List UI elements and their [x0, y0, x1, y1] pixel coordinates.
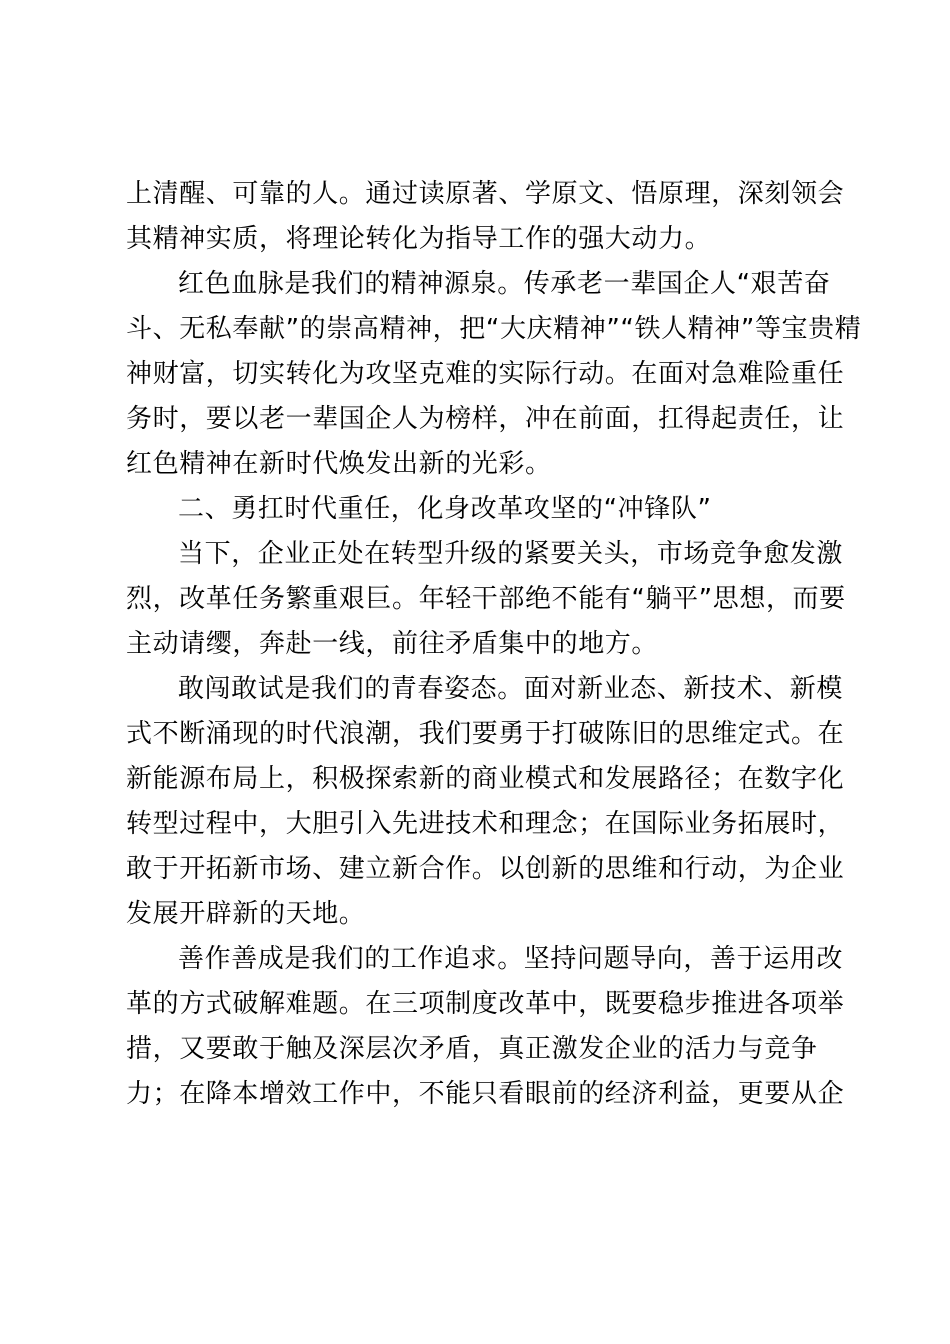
- text-line: 红色精神在新时代焕发出新的光彩。: [126, 449, 552, 479]
- text-line: 斗、无私奉献”的崇高精神，把“大庆精神”“铁人精神”等宝贵精: [126, 314, 862, 344]
- text-line: 上清醒、可靠的人。通过读原著、学原文、悟原理，深刻领会: [126, 179, 845, 209]
- text-line: 烈，改革任务繁重艰巨。年轻干部绝不能有“躺平”思想，而要: [126, 584, 846, 614]
- text-line: 发展开辟新的天地。: [126, 899, 366, 929]
- paragraph-first-line: 敢闯敢试是我们的青春姿态。面对新业态、新技术、新模: [178, 674, 844, 704]
- paragraph-first-line: 红色血脉是我们的精神源泉。传承老一辈国企人“艰苦奋: [178, 269, 831, 299]
- text-line: 式不断涌现的时代浪潮，我们要勇于打破陈旧的思维定式。在: [126, 719, 845, 749]
- paragraph-first-line: 当下，企业正处在转型升级的紧要关头，市场竞争愈发激: [178, 539, 844, 569]
- text-line: 主动请缨，奔赴一线，前往矛盾集中的地方。: [126, 629, 659, 659]
- section-heading: 二、勇扛时代重任，化身改革攻坚的“冲锋队”: [178, 494, 712, 524]
- text-line: 力；在降本增效工作中，不能只看眼前的经济利益，更要从企: [126, 1079, 845, 1109]
- text-line: 敢于开拓新市场、建立新合作。以创新的思维和行动，为企业: [126, 854, 845, 884]
- text-line: 神财富，切实转化为攻坚克难的实际行动。在面对急难险重任: [126, 359, 845, 389]
- text-line: 新能源布局上，积极探索新的商业模式和发展路径；在数字化: [126, 764, 845, 794]
- text-line: 转型过程中，大胆引入先进技术和理念；在国际业务拓展时，: [126, 809, 845, 839]
- paragraph-first-line: 善作善成是我们的工作追求。坚持问题导向，善于运用改: [178, 944, 844, 974]
- text-line: 务时，要以老一辈国企人为榜样，冲在前面，扛得起责任，让: [126, 404, 845, 434]
- text-line: 措，又要敢于触及深层次矛盾，真正激发企业的活力与竞争: [126, 1034, 818, 1064]
- text-line: 革的方式破解难题。在三项制度改革中，既要稳步推进各项举: [126, 989, 845, 1019]
- text-line: 其精神实质，将理论转化为指导工作的强大动力。: [126, 224, 712, 254]
